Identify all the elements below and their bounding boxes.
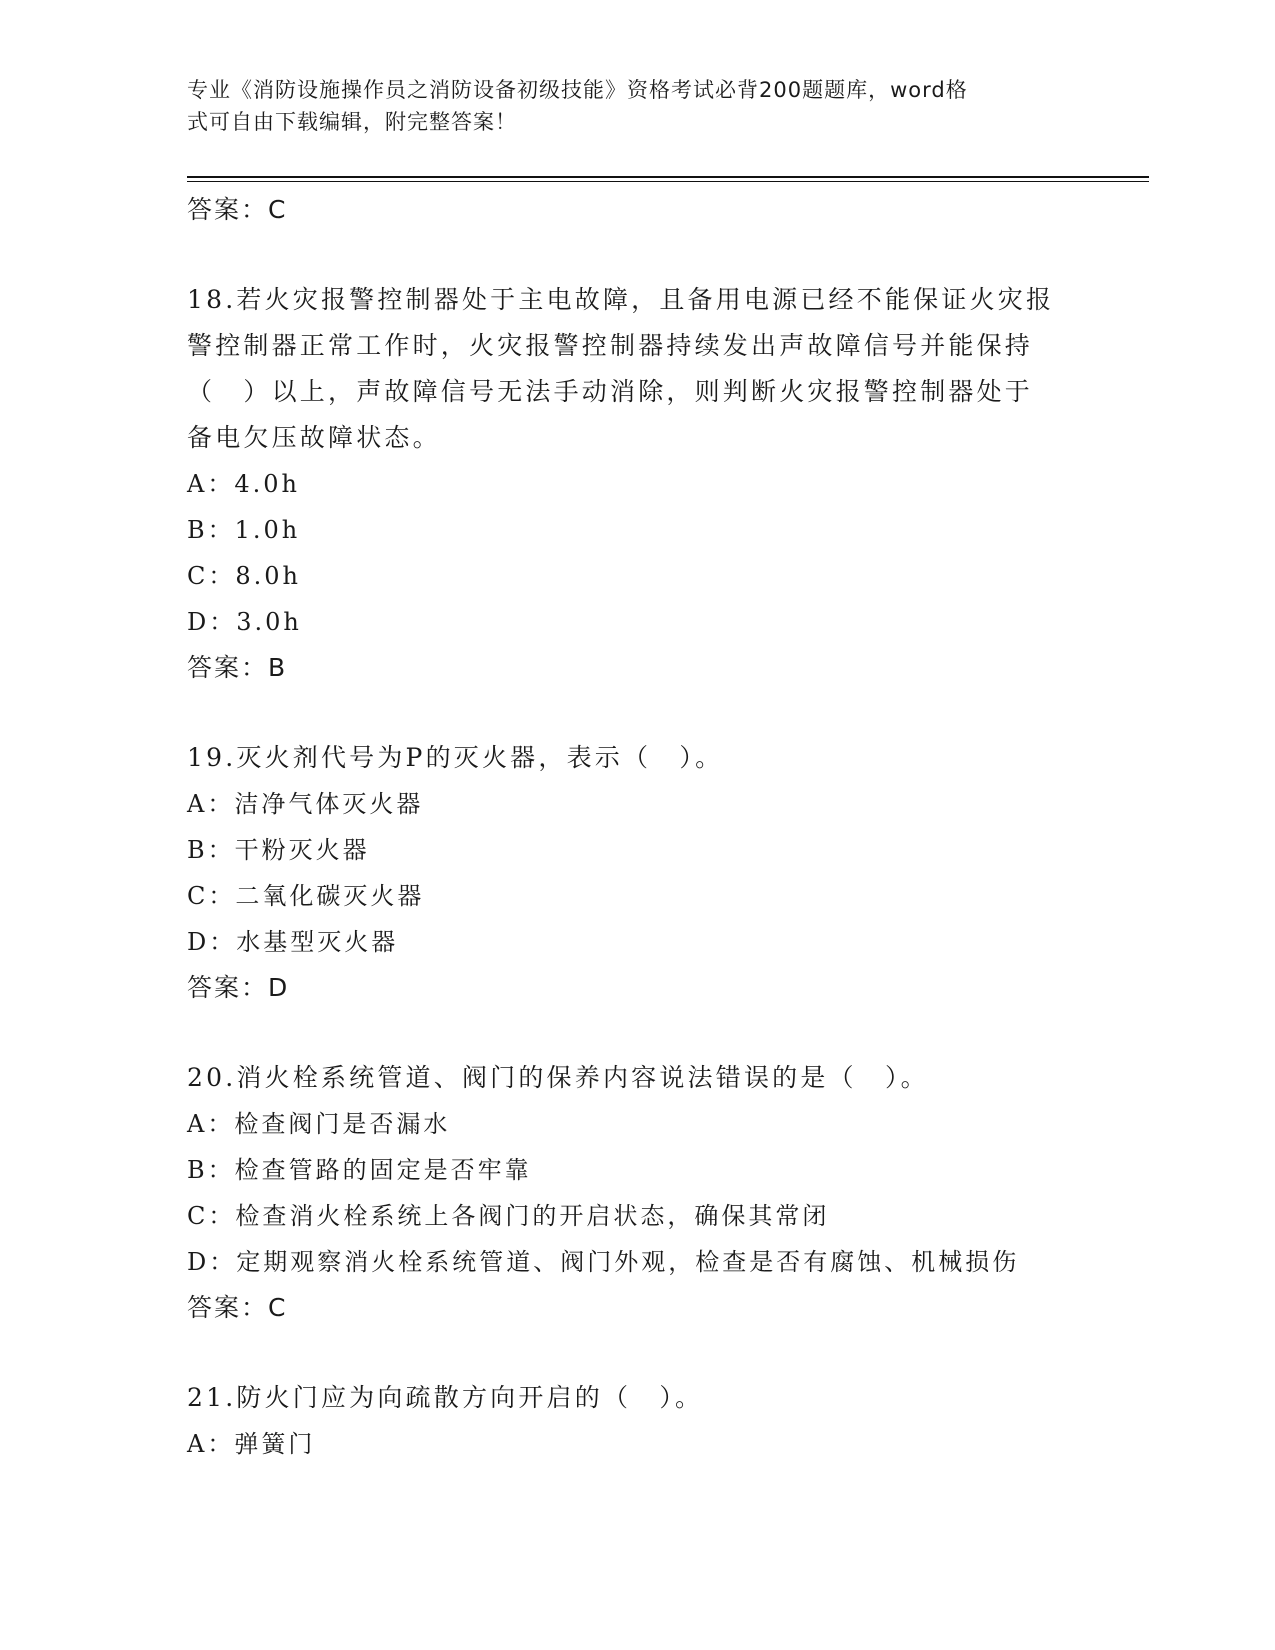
question-text-line: 警控制器正常工作时，火灾报警控制器持续发出声故障信号并能保持 bbox=[187, 331, 1034, 360]
question-text-line: 20.消火栓系统管道、阀门的保养内容说法错误的是（ ）。 bbox=[187, 1063, 929, 1092]
option-a: A：洁净气体灭火器 bbox=[187, 790, 424, 818]
header-line-2: 式可自由下载编辑，附完整答案！ bbox=[187, 110, 517, 134]
question-text-line: 备电欠压故障状态。 bbox=[187, 423, 441, 452]
document-header bbox=[187, 74, 1067, 138]
question-block-18 bbox=[187, 277, 1087, 691]
question-block-19 bbox=[187, 735, 1087, 1011]
question-text-line: 21.防火门应为向疏散方向开启的（ ）。 bbox=[187, 1383, 704, 1412]
answer-line: 答案：C bbox=[187, 195, 288, 224]
option-c: C：8.0h bbox=[187, 562, 301, 590]
spacer bbox=[187, 1331, 1087, 1375]
spacer bbox=[187, 233, 1087, 277]
option-a: A：弹簧门 bbox=[187, 1430, 316, 1458]
option-b: B：检查管路的固定是否牢靠 bbox=[187, 1156, 532, 1184]
option-c: C：检查消火栓系统上各阀门的开启状态，确保其常闭 bbox=[187, 1202, 830, 1230]
answer-line: 答案：B bbox=[187, 653, 288, 682]
answer-line: 答案：D bbox=[187, 973, 290, 1002]
option-a: A：检查阀门是否漏水 bbox=[187, 1110, 451, 1138]
header-divider-thick bbox=[187, 176, 1149, 178]
question-body bbox=[187, 187, 1087, 1467]
option-d: D：定期观察消火栓系统管道、阀门外观，检查是否有腐蚀、机械损伤 bbox=[187, 1248, 1020, 1276]
option-a: A：4.0h bbox=[187, 470, 300, 498]
header-line-1: 专业《消防设施操作员之消防设备初级技能》资格考试必背200题题库，word格 bbox=[187, 78, 968, 102]
option-b: B：干粉灭火器 bbox=[187, 836, 370, 864]
question-block-20 bbox=[187, 1055, 1087, 1331]
header-divider-thin bbox=[187, 181, 1149, 182]
question-text-line: 19.灭火剂代号为P的灭火器，表示（ ）。 bbox=[187, 743, 724, 772]
option-c: C：二氧化碳灭火器 bbox=[187, 882, 425, 910]
spacer bbox=[187, 1011, 1087, 1055]
answer-line: 答案：C bbox=[187, 1293, 288, 1322]
option-d: D：3.0h bbox=[187, 608, 302, 636]
question-block-21 bbox=[187, 1375, 1087, 1467]
question-text-line: 18.若火灾报警控制器处于主电故障，且备用电源已经不能保证火灾报 bbox=[187, 285, 1055, 314]
option-d: D：水基型灭火器 bbox=[187, 928, 399, 956]
spacer bbox=[187, 691, 1087, 735]
option-b: B：1.0h bbox=[187, 516, 301, 544]
question-text-line: （ ）以上，声故障信号无法手动消除，则判断火灾报警控制器处于 bbox=[187, 377, 1034, 406]
